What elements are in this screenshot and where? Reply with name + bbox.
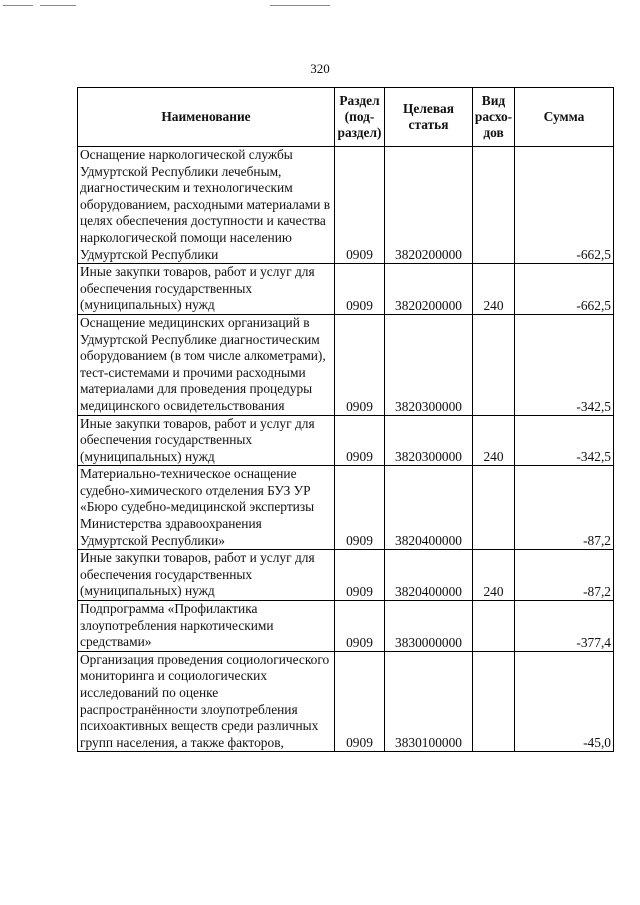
row-type bbox=[473, 601, 515, 652]
row-sum: -342,5 bbox=[515, 415, 614, 466]
row-type bbox=[473, 651, 515, 752]
row-type bbox=[473, 147, 515, 264]
row-sum: -662,5 bbox=[515, 264, 614, 315]
row-type bbox=[473, 466, 515, 550]
row-name: Подпрограмма «Профилактика злоупотребления наркотическими средствами» bbox=[78, 601, 335, 652]
row-sum: -342,5 bbox=[515, 314, 614, 415]
header-sum: Сумма bbox=[515, 88, 614, 147]
table-row bbox=[78, 601, 614, 652]
row-section: 0909 bbox=[335, 550, 385, 601]
header-target: Целевая статья bbox=[385, 88, 473, 147]
table-header-row bbox=[78, 88, 614, 147]
row-section: 0909 bbox=[335, 601, 385, 652]
row-target: 3830000000 bbox=[385, 601, 473, 652]
row-type bbox=[473, 314, 515, 415]
page-number: 320 bbox=[310, 61, 330, 76]
row-name: Оснащение медицинских организаций в Удмуртской Республике диагностическим оборудованием (в том числе алкометрами), тест-системами и прочими расходными материалами для проведения процедуры медицинского освидетельствования bbox=[78, 314, 335, 415]
row-target: 3820400000 bbox=[385, 550, 473, 601]
row-name: Иные закупки товаров, работ и услуг для обеспечения государственных (муниципальных) нужд bbox=[78, 264, 335, 315]
table-row bbox=[78, 264, 614, 315]
row-type: 240 bbox=[473, 264, 515, 315]
row-sum: -87,2 bbox=[515, 550, 614, 601]
row-name: Материально-техническое оснащение судебно-химического отделения БУЗ УР «Бюро судебно-медицинской экспертизы Министерства здравоохранения Удмуртской Республики» bbox=[78, 466, 335, 550]
header-name: Наименование bbox=[78, 88, 335, 147]
table-row bbox=[78, 550, 614, 601]
row-target: 3820300000 bbox=[385, 314, 473, 415]
row-target: 3820200000 bbox=[385, 147, 473, 264]
header-section: Раздел (под- раздел) bbox=[335, 88, 385, 147]
row-type: 240 bbox=[473, 415, 515, 466]
row-name: Организация проведения социологического мониторинга и социологических исследований по оценке распространённости злоупотребления психоактивных веществ среди различных групп населения, а также факторов, bbox=[78, 651, 335, 752]
row-section: 0909 bbox=[335, 466, 385, 550]
table-body bbox=[78, 147, 614, 752]
row-target: 3820300000 bbox=[385, 415, 473, 466]
table-row bbox=[78, 466, 614, 550]
row-target: 3830100000 bbox=[385, 651, 473, 752]
table-row bbox=[78, 415, 614, 466]
row-section: 0909 bbox=[335, 147, 385, 264]
row-section: 0909 bbox=[335, 264, 385, 315]
row-type: 240 bbox=[473, 550, 515, 601]
row-sum: -377,4 bbox=[515, 601, 614, 652]
row-name: Иные закупки товаров, работ и услуг для обеспечения государственных (муниципальных) нужд bbox=[78, 415, 335, 466]
row-name: Оснащение наркологической службы Удмуртской Республики лечебным, диагностическим и технологическим оборудованием, расходными материалами в целях обеспечения доступности и качества наркологической помощи населению Удмуртской Республики bbox=[78, 147, 335, 264]
row-target: 3820200000 bbox=[385, 264, 473, 315]
row-section: 0909 bbox=[335, 651, 385, 752]
row-section: 0909 bbox=[335, 314, 385, 415]
header-type: Вид расхо- дов bbox=[473, 88, 515, 147]
budget-table bbox=[77, 87, 614, 752]
table-row bbox=[78, 651, 614, 752]
row-section: 0909 bbox=[335, 415, 385, 466]
table-row bbox=[78, 147, 614, 264]
row-sum: -662,5 bbox=[515, 147, 614, 264]
row-target: 3820400000 bbox=[385, 466, 473, 550]
row-sum: -87,2 bbox=[515, 466, 614, 550]
row-name: Иные закупки товаров, работ и услуг для обеспечения государственных (муниципальных) нужд bbox=[78, 550, 335, 601]
scan-edge-marks bbox=[0, 0, 640, 10]
table-row bbox=[78, 314, 614, 415]
row-sum: -45,0 bbox=[515, 651, 614, 752]
